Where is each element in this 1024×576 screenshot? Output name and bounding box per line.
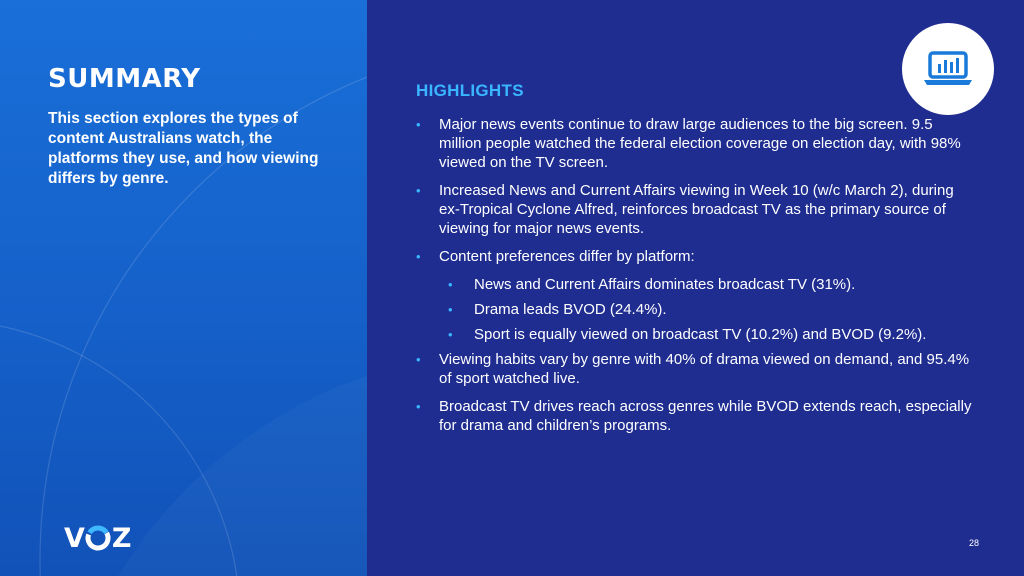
laptop-chart-icon bbox=[902, 23, 994, 115]
list-item: • Increased News and Current Affairs viewing in Week 10 (w/c March 2), during ex-Tropical Cyclone Alfred, reinforces broadcast TV as the primary source of viewing for major news events. bbox=[416, 181, 976, 238]
page-number: 28 bbox=[969, 538, 980, 548]
logo-o-ring bbox=[84, 524, 112, 552]
list-subitem: • Sport is equally viewed on broadcast TV (10.2%) and BVOD (9.2%). bbox=[416, 325, 976, 344]
list-item: • Major news events continue to draw large audiences to the big screen. 9.5 million people watched the federal election coverage on election day, with 98% viewed on the TV screen. bbox=[416, 115, 976, 172]
highlights-list bbox=[416, 115, 976, 444]
list-subitem: • News and Current Affairs dominates broadcast TV (31%). bbox=[416, 275, 976, 294]
summary-title: SUMMARY bbox=[48, 64, 201, 94]
logo-letter-z: Z bbox=[111, 522, 131, 554]
logo-letter-v: V bbox=[64, 522, 84, 554]
list-item: • Broadcast TV drives reach across genres while BVOD extends reach, especially for drama and children’s programs. bbox=[416, 397, 976, 435]
voz-logo bbox=[64, 522, 130, 554]
list-item: • Content preferences differ by platform: bbox=[416, 247, 976, 266]
summary-description: This section explores the types of content Australians watch, the platforms they use, and how viewing differs by genre. bbox=[48, 110, 319, 187]
highlights-title: HIGHLIGHTS bbox=[416, 81, 524, 100]
list-item: • Viewing habits vary by genre with 40% of drama viewed on demand, and 95.4% of sport watched live. bbox=[416, 350, 976, 388]
list-subitem: • Drama leads BVOD (24.4%). bbox=[416, 300, 976, 319]
summary-panel bbox=[0, 0, 367, 576]
